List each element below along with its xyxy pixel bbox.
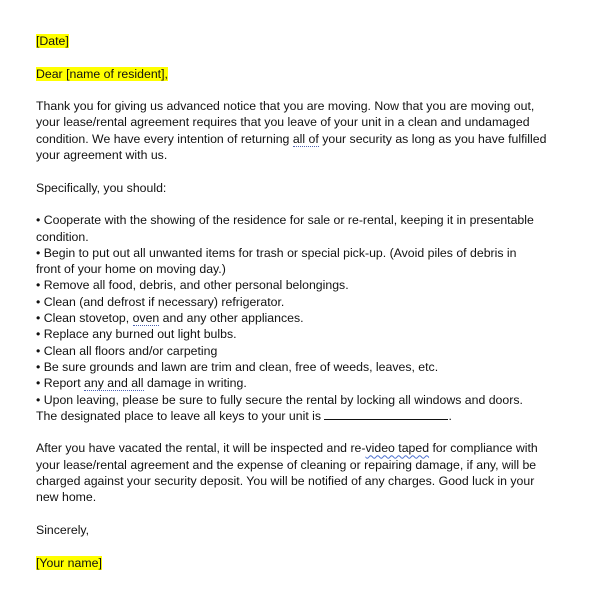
grammar-flag[interactable]: all of [292,131,319,146]
list-item [36,310,576,326]
date-line [36,33,576,49]
intro-line: Thank you for giving us advanced notice that you are moving. Now that you are moving out, [36,99,535,114]
spelling-flag[interactable]: video taped [365,441,430,456]
keys-location-blank[interactable] [324,408,448,420]
closing-text: After you have vacated the rental, it will be inspected and re- [36,441,366,456]
grammar-flag[interactable]: oven [132,311,160,326]
list-item: • Cooperate with the showing of the residence for sale or re-rental, keeping it in presentable [36,213,534,228]
greeting-placeholder[interactable]: Dear [name of resident], [36,66,168,81]
list-item: • Be sure grounds and lawn are trim and clean, free of weeds, leaves, etc. [36,359,439,374]
list-item-continuation: condition. [36,229,89,244]
grammar-flag[interactable]: any and all [84,376,144,391]
signature-placeholder[interactable]: [Your name] [36,555,102,570]
signature-line [36,555,576,571]
intro-paragraph [36,98,576,163]
closing-line: your lease/rental agreement and the expense of cleaning or repairing damage, if any, will be [36,457,537,472]
closing-line: new home. [36,490,97,505]
specifically-line: Specifically, you should: [36,180,167,195]
list-item: • Begin to put out all unwanted items for trash or special pick-up. (Avoid piles of debris in [36,245,517,260]
list-item-text: • Clean stovetop, [36,311,133,326]
list-item-text: • Report [36,376,85,391]
intro-line [36,131,576,147]
intro-text: condition. We have every intention of returning [36,131,290,146]
keys-line [36,408,576,424]
list-item: • Replace any burned out light bulbs. [36,327,237,342]
list-item: • Clean (and defrost if necessary) refrigerator. [36,294,285,309]
date-placeholder[interactable]: [Date] [36,34,69,48]
intro-line: your lease/rental agreement requires that you leave of your unit in a clean and undamaged [36,115,530,130]
spacer [36,424,576,440]
spacer [36,163,576,179]
closing-line [36,440,576,456]
keys-text: The designated place to leave all keys to your unit is [36,408,325,423]
spacer [36,538,576,554]
closing-paragraph [36,440,576,505]
closing-text: for compliance with [429,441,538,456]
keys-text: . [448,408,452,423]
spacer [36,196,576,212]
bullet-list [36,212,576,424]
list-item-continuation: front of your home on moving day.) [36,262,226,277]
list-item-text: damage in writing. [143,376,247,391]
spacer [36,506,576,522]
greeting-line [36,66,576,82]
list-item: • Clean all floors and/or carpeting [36,343,218,358]
spacer [36,82,576,98]
spacer [36,49,576,65]
list-item: • Remove all food, debris, and other personal belongings. [36,278,349,293]
intro-line: your agreement with us. [36,148,168,163]
list-item-text: and any other appliances. [159,311,304,326]
list-item: • Upon leaving, please be sure to fully secure the rental by locking all windows and doors. [36,392,523,407]
intro-text: your security as long as you have fulfilled [318,131,547,146]
signoff-line: Sincerely, [36,522,90,537]
closing-line: charged against your security deposit. You will be notified of any charges. Good luck in your [36,474,535,489]
letter-document [36,33,576,571]
list-item [36,375,576,391]
